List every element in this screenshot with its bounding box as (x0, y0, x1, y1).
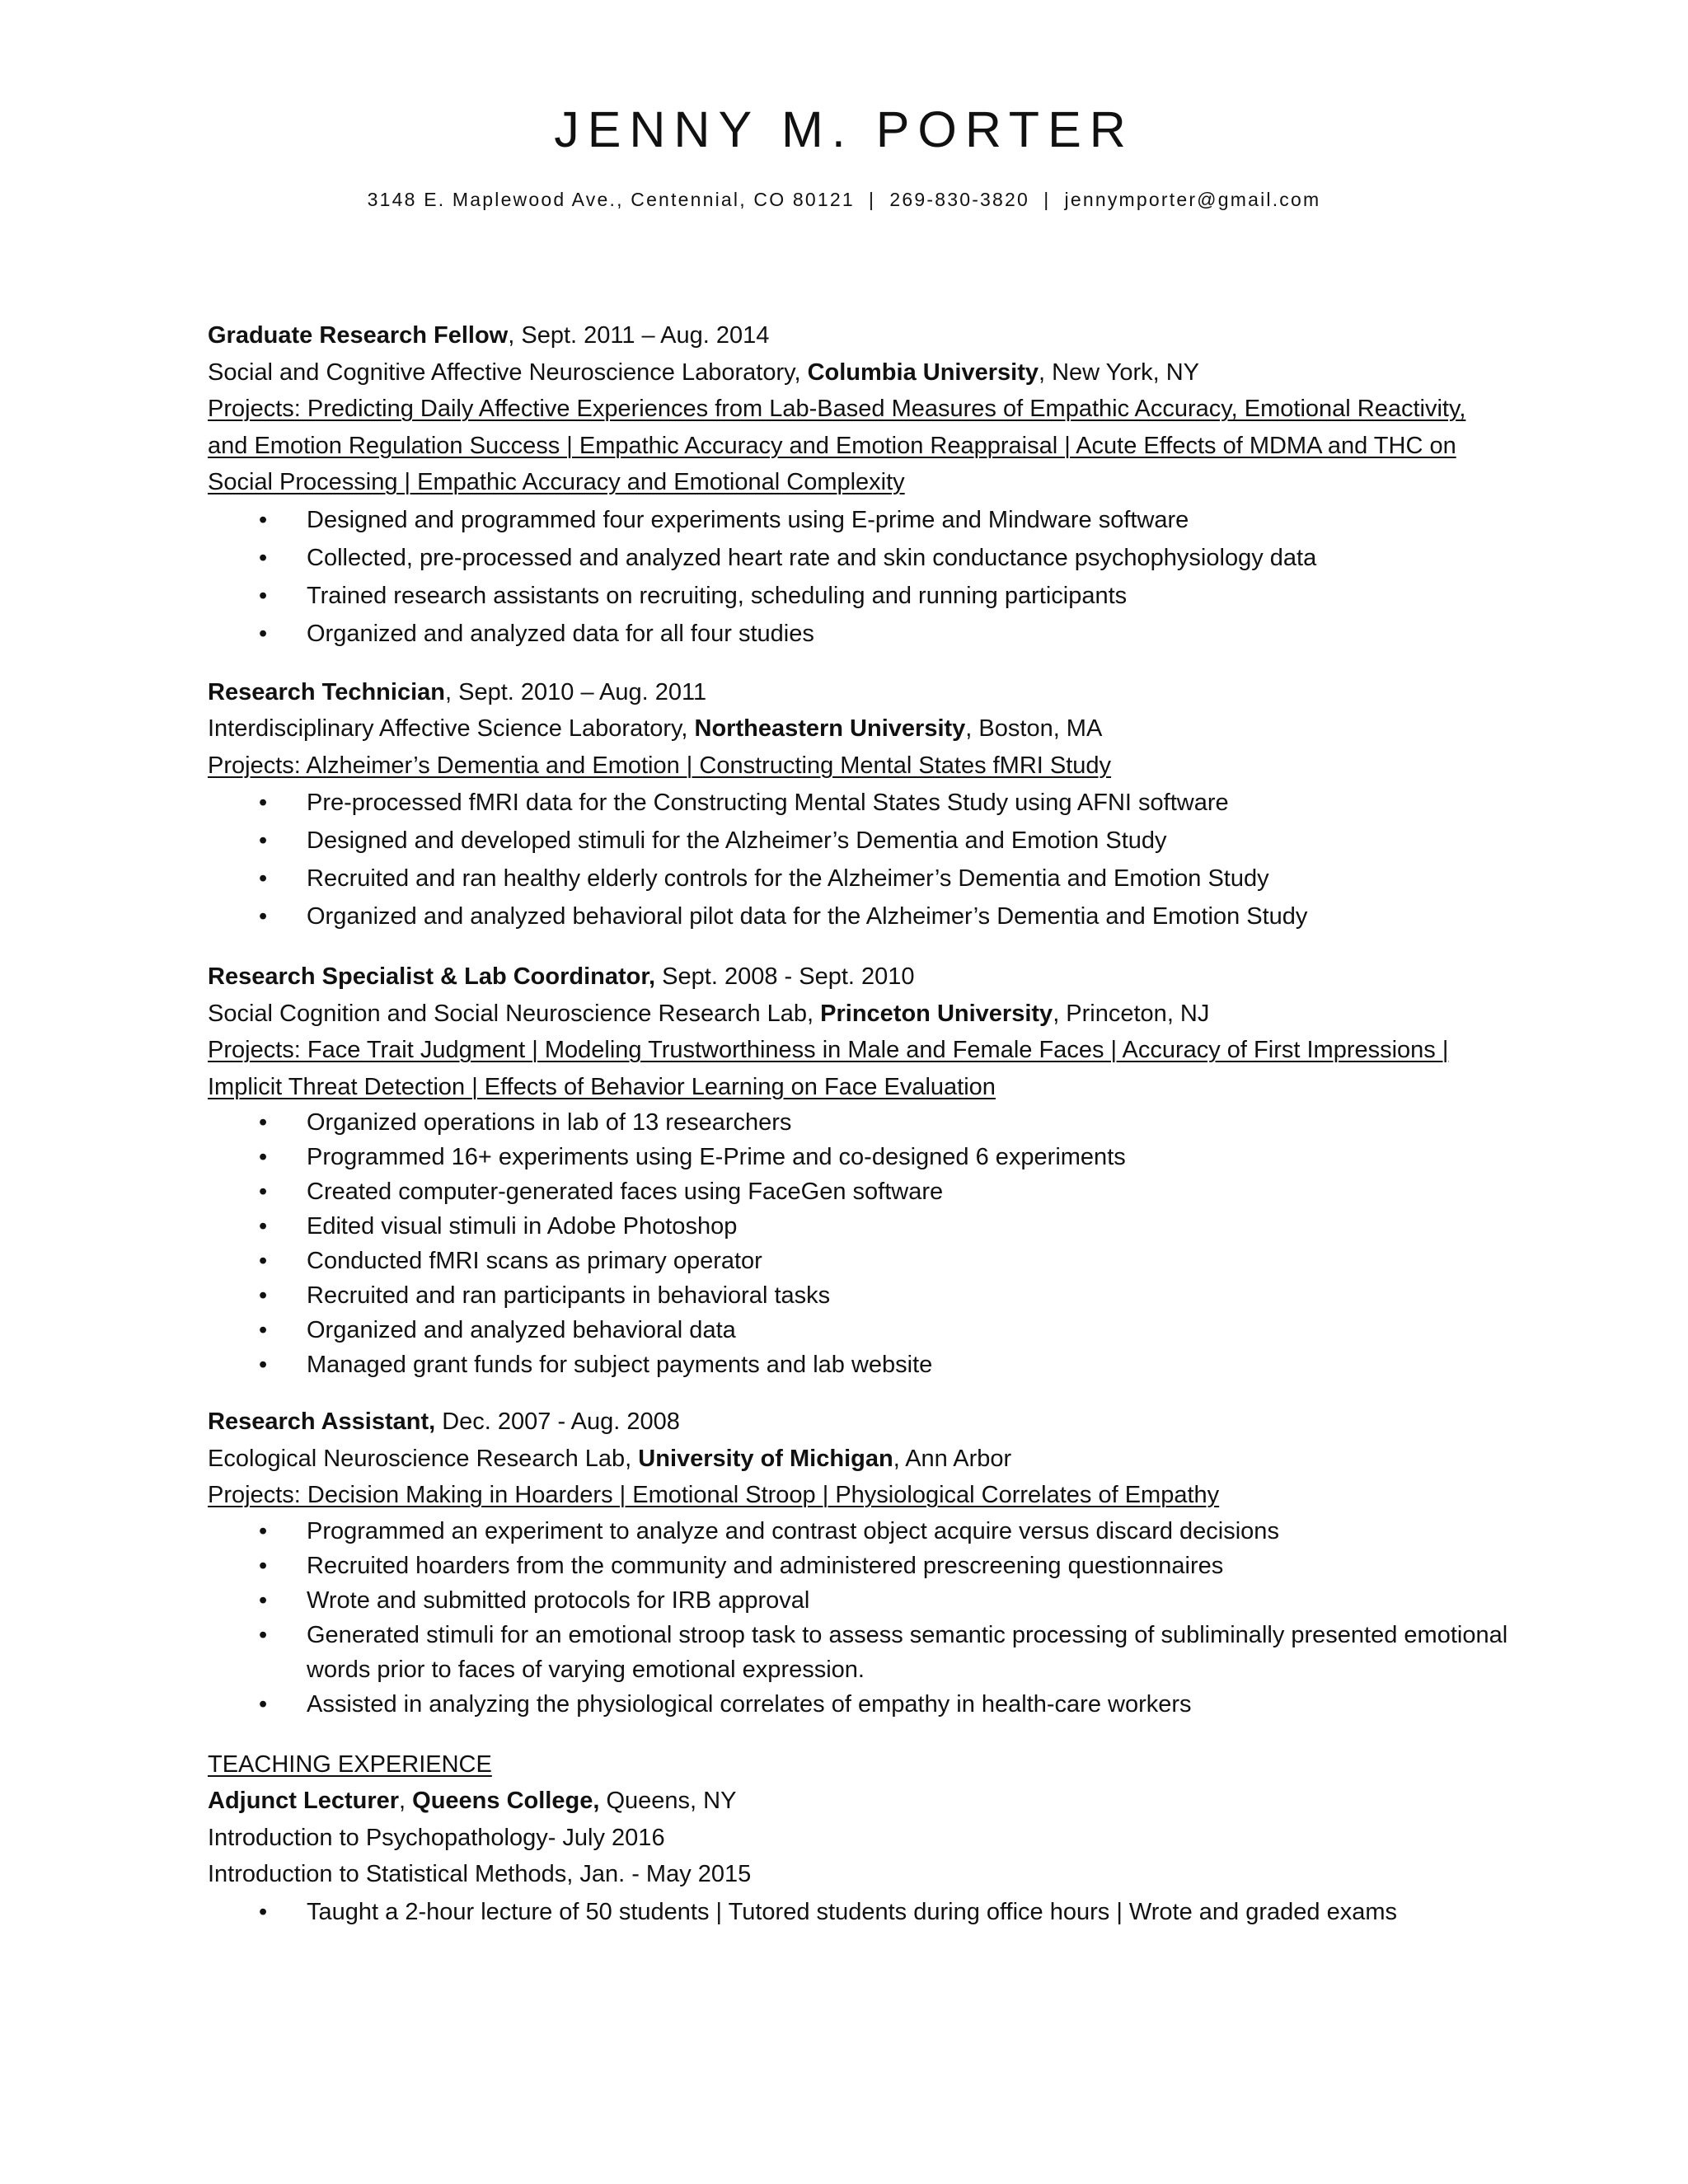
experience-list (208, 317, 1526, 1956)
bullet-icon: • (259, 1898, 268, 1925)
duty-item (208, 1514, 1526, 1549)
bullet-icon: • (259, 1552, 268, 1579)
job-heading (208, 1404, 1526, 1441)
duty-text: Recruited and ran participants in behavioral tasks (307, 1282, 831, 1309)
projects-list (208, 391, 1518, 501)
lab-name: Ecological Neuroscience Research Lab, (208, 1445, 639, 1472)
course-item: Introduction to Psychopathology- July 2016 (208, 1824, 665, 1851)
duty-text: Managed grant funds for subject payments and lab website (307, 1352, 933, 1378)
duty-item (208, 860, 1526, 898)
teaching-title: Adjunct Lecturer (208, 1788, 400, 1814)
job-location: , Boston, MA (965, 715, 1103, 742)
duty-text: Created computer-generated faces using FaceGen software (307, 1179, 944, 1205)
bullet-icon: • (259, 506, 268, 533)
duty-text: Wrote and submitted protocols for IRB approval (307, 1586, 810, 1614)
duty-item (208, 898, 1526, 935)
projects-line: and Emotion Regulation Success | Empathic Accuracy and Emotion Reappraisal | Acute Effects of MDMA and THC on (208, 432, 1456, 459)
duty-item (208, 1583, 1526, 1618)
bullet-icon: • (259, 1352, 268, 1378)
duty-item (208, 1687, 1526, 1722)
bullet-icon: • (259, 827, 268, 854)
duty-item (208, 1893, 1526, 1931)
projects-list (208, 748, 1518, 785)
teaching-duties-list (208, 1893, 1526, 1931)
university-name: University of Michigan (638, 1445, 893, 1472)
duty-item (208, 1174, 1526, 1209)
duties-list (208, 1514, 1526, 1722)
duty-item (208, 539, 1526, 577)
duty-item (208, 1278, 1526, 1313)
projects-line: Projects: Decision Making in Hoarders | Emotional Stroop | Physiological Correlates of Empathy (208, 1482, 1220, 1508)
bullet-icon: • (259, 865, 268, 892)
projects-line: Projects: Alzheimer’s Dementia and Emotion | Constructing Mental States fMRI Study (208, 752, 1112, 779)
bullet-icon: • (259, 1144, 268, 1170)
job-lab-line (208, 996, 1526, 1033)
university-name: Columbia University (807, 359, 1039, 386)
bullet-icon: • (259, 620, 268, 647)
job-title: Graduate Research Fellow (208, 322, 509, 349)
bullet-icon: • (259, 1317, 268, 1343)
duty-item (208, 1209, 1526, 1244)
job-dates: , Sept. 2010 – Aug. 2011 (444, 678, 707, 705)
bullet-icon: • (259, 1690, 268, 1718)
duty-item (208, 822, 1526, 860)
teaching-location: Queens, NY (599, 1788, 737, 1814)
duty-item (208, 577, 1526, 615)
teaching-sep: , (399, 1788, 413, 1814)
duty-item (208, 1140, 1526, 1174)
duty-item (208, 1618, 1526, 1687)
duty-item (208, 1347, 1526, 1382)
job-lab-line (208, 1441, 1526, 1478)
job-dates: Dec. 2007 - Aug. 2008 (435, 1408, 680, 1435)
teaching-section (208, 1746, 1526, 1931)
job-location: , New York, NY (1038, 359, 1200, 386)
university-name: Northeastern University (694, 715, 966, 742)
job-location: , Ann Arbor (893, 1445, 1012, 1472)
bullet-icon: • (259, 1109, 268, 1136)
teaching-heading: TEACHING EXPERIENCE (208, 1750, 492, 1778)
duty-text: Pre-processed fMRI data for the Constructing Mental States Study using AFNI software (307, 790, 1229, 816)
duty-item (208, 1549, 1526, 1583)
duty-item (208, 1244, 1526, 1278)
duty-text: Conducted fMRI scans as primary operator (307, 1248, 762, 1274)
duty-text: Organized and analyzed behavioral pilot data for the Alzheimer’s Dementia and Emotion Study (307, 903, 1308, 930)
duty-text: Programmed 16+ experiments using E-Prime and co-designed 6 experiments (307, 1144, 1126, 1170)
college-name: Queens College, (412, 1788, 600, 1814)
bullet-icon: • (259, 544, 268, 571)
duty-text: Organized operations in lab of 13 researchers (307, 1109, 792, 1136)
projects-line: Implicit Threat Detection | Effects of Behavior Learning on Face Evaluation (208, 1073, 996, 1100)
bullet-icon: • (259, 903, 268, 930)
duty-item (208, 615, 1526, 653)
duties-list (208, 1105, 1526, 1382)
lab-name: Social and Cognitive Affective Neuroscience Laboratory, (208, 359, 808, 386)
lab-name: Social Cognition and Social Neuroscience Research Lab, (208, 1000, 821, 1027)
projects-line: Projects: Predicting Daily Affective Experiences from Lab-Based Measures of Empathic Accuracy, Emotional Reactivity, (208, 396, 1466, 422)
bullet-icon: • (259, 1213, 268, 1240)
projects-line: Social Processing | Empathic Accuracy and Emotional Complexity (208, 469, 905, 495)
duty-text: Recruited and ran healthy elderly controls for the Alzheimer’s Dementia and Emotion Study (307, 865, 1269, 892)
job-location: , Princeton, NJ (1053, 1000, 1210, 1027)
job-heading (208, 958, 1526, 996)
job-title: Research Technician (208, 678, 445, 705)
job-title: Research Specialist & Lab Coordinator, (208, 963, 656, 990)
bullet-icon: • (259, 1282, 268, 1309)
bullet-icon: • (259, 1517, 268, 1544)
job-dates: , Sept. 2011 – Aug. 2014 (508, 322, 770, 349)
job-entry-columbia (208, 317, 1526, 653)
duty-text: Organized and analyzed data for all four studies (307, 620, 814, 647)
duty-text: Collected, pre-processed and analyzed heart rate and skin conductance psychophysiology data (307, 544, 1317, 571)
duty-text: Organized and analyzed behavioral data (307, 1317, 736, 1343)
bullet-icon: • (259, 1179, 268, 1205)
job-heading (208, 674, 1526, 711)
projects-line: Projects: Face Trait Judgment | Modeling Trustworthiness in Male and Female Faces | Accuracy of First Impressions | (208, 1037, 1449, 1063)
duty-text: Designed and developed stimuli for the Alzheimer’s Dementia and Emotion Study (307, 827, 1167, 854)
job-dates: Sept. 2008 - Sept. 2010 (655, 963, 915, 990)
bullet-icon: • (259, 1586, 268, 1614)
duty-text: Trained research assistants on recruiting, scheduling and running participants (307, 582, 1128, 609)
duties-list (208, 784, 1526, 935)
duty-item (208, 501, 1526, 539)
lab-name: Interdisciplinary Affective Science Laboratory, (208, 715, 695, 742)
bullet-icon: • (259, 1248, 268, 1274)
job-title: Research Assistant, (208, 1408, 436, 1435)
duty-text: Designed and programmed four experiments using E-prime and Mindware software (307, 506, 1189, 533)
job-entry-michigan (208, 1404, 1526, 1722)
bullet-icon: • (259, 790, 268, 816)
duties-list (208, 501, 1526, 653)
duty-text: Taught a 2-hour lecture of 50 students | Tutored students during office hours | Wrote and graded exams (307, 1898, 1398, 1925)
job-lab-line (208, 710, 1526, 748)
duty-item (208, 1105, 1526, 1140)
bullet-icon: • (259, 582, 268, 609)
duty-text: Recruited hoarders from the community and administered prescreening questionnaires (307, 1552, 1224, 1579)
duty-text: Assisted in analyzing the physiological correlates of empathy in health-care workers (307, 1690, 1192, 1718)
job-lab-line (208, 354, 1526, 391)
teaching-position (208, 1783, 1526, 1820)
duty-text: Generated stimuli for an emotional stroop task to assess semantic processing of subliminally presented emotional words prior to faces of varying emotional expression. (307, 1621, 1508, 1683)
job-entry-princeton (208, 958, 1526, 1382)
job-entry-northeastern (208, 674, 1526, 936)
course-item: Introduction to Statistical Methods, Jan. - May 2015 (208, 1861, 752, 1887)
duty-item (208, 784, 1526, 822)
duty-text: Edited visual stimuli in Adobe Photoshop (307, 1213, 738, 1240)
projects-list (208, 1477, 1518, 1514)
contact-info: 3148 E. Maplewood Ave., Centennial, CO 80121 | 269-830-3820 | jennymporter@gmail.com (367, 189, 1321, 210)
job-heading (208, 317, 1526, 354)
projects-list (208, 1032, 1518, 1105)
bullet-icon: • (259, 1621, 268, 1648)
duty-text: Programmed an experiment to analyze and contrast object acquire versus discard decisions (307, 1517, 1279, 1544)
university-name: Princeton University (820, 1000, 1053, 1027)
duty-item (208, 1313, 1526, 1347)
candidate-name: JENNY M. PORTER (554, 101, 1134, 157)
